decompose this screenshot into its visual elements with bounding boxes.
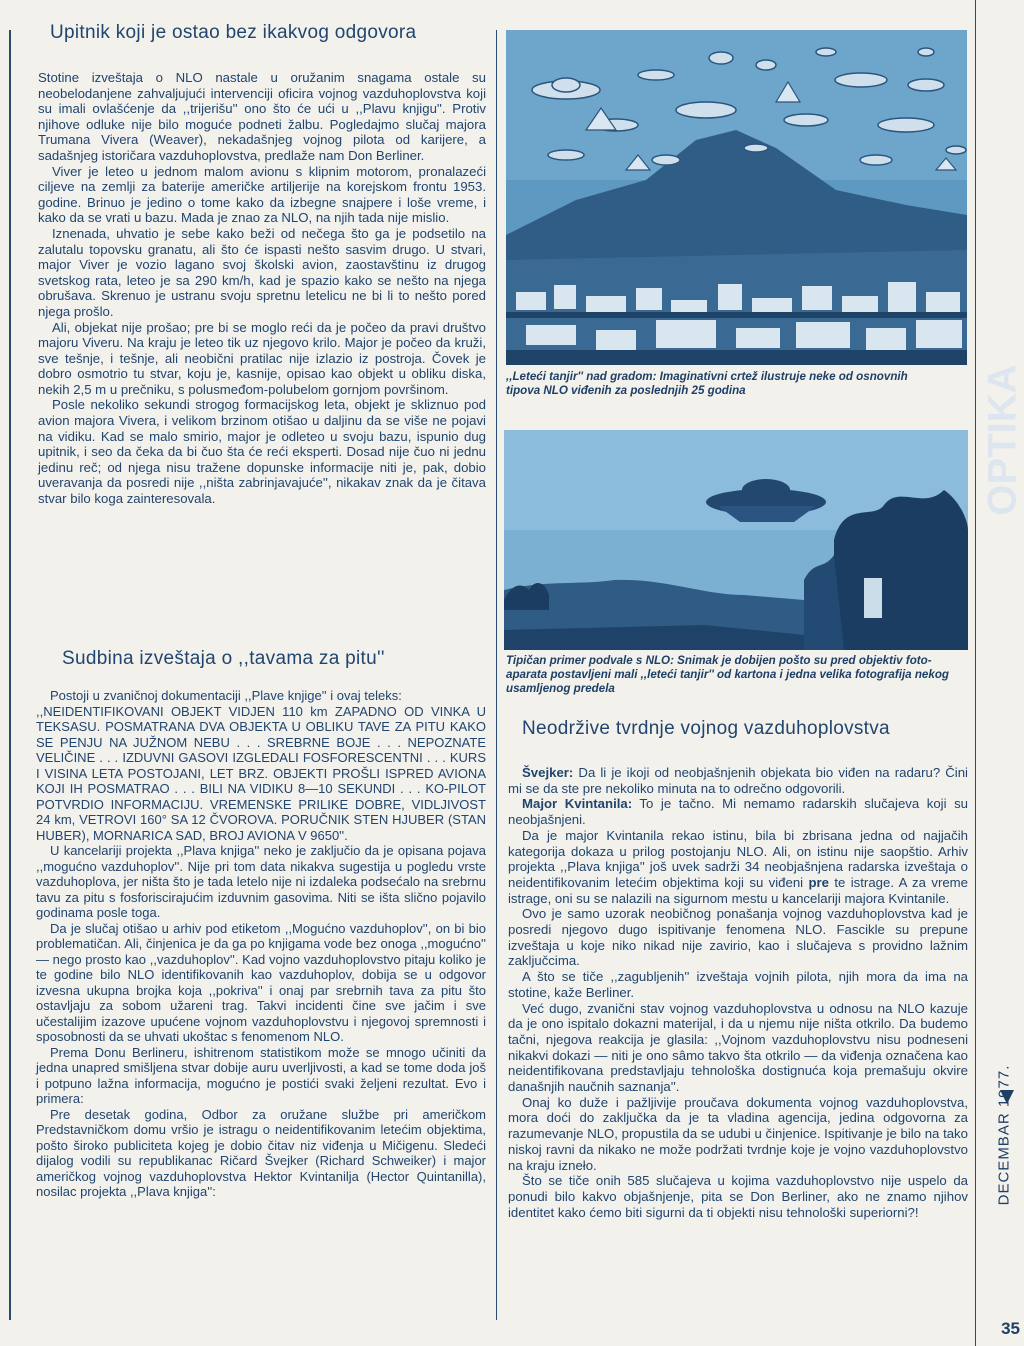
article1-paragraph: Ali, objekat nije prošao; pre bi se moglo reći da je počeo da pravi društvo majoru Viveru. Na kraju je leteo tik uz njegovo krilo. Major je počeo da kruži, sve tešnje, i tešnje, ali neobični pratilac nije izlazio iz postroja. Čovek je dobro osmotrio tu stvar, koju je, kasnije, opisao kao objekt u obliku diska, nekih 2,5 m u prečniku, s polusmeđom-polubelom gornjom površinom. [38,319,486,397]
column-divider-rule [496,30,497,1320]
article2-title: Sudbina izveštaja o ,,tavama za pitu'' [62,648,385,669]
article2-paragraph: U kancelariji projekta ,,Plava knjiga'' neko je zaključio da je opisana pojava ,,mogućno vazduhoplov''. Nije pri tom data nikakva sugestija u pogledu vrste vazduhoplova, jer ništa što je tada letelo nije ni izdaleka podsećalo na srebrnu tavu za pitu s fosforiscirajućim izduvnim gasovima. Niti se išta slično pojavilo godinama posle toga. [36,843,486,920]
article2-paragraph: Da je slučaj otišao u arhiv pod etiketom ,,Mogućno vazduhoplov'', on bi bio problematičan. Ali, činjenica je da ga po knjigama vode bez onoga ,,mogućno'' — nego prosto kao ,,vazduhoplov''. Kad vojno vazduhoplovstvo pitaju koliko je te godine bilo NLO identifikovanih kao vazduhoplov, dobija se u odgovor izvesna ukupna brojka koja ,,pokriva'' i onaj par srebrnih tava za pitu što ostavljaju za sobom užareni trag. Takvi incidenti čine sve jačim i sve učestalijim izazove upućene vojnom vazduhoplovstvu i njegovoj spremnosti i sposobnosti da se uhvati ukoštac s fenomenom NLO. [36,920,486,1044]
article3-paragraph: Već dugo, zvanični stav vojnog vazduhoplovstva u odnosu na NLO kazuje da je ono ispitalo dokazni materijal, i da u njemu nije ništa otkrilo. Da budemo tačni, njegova reakcija je glasila: ,,Vojnom vazduhoplovstvu nisu podneseni nikakvi dokazi — niti je ono sâmo takvo šta otkrilo — da viđenja označena kao neidentifikovana predstavljaju tehnološka dostignuća koja premašuju okvire današnjih naučnih saznanja''. [508,1000,968,1095]
speaker-schweiker: Švejker: [522,765,574,780]
article3-body [508,765,968,1220]
photo1-caption: ,,Leteći tanjir'' nad gradom: Imaginativni crtež ilustruje neke od osnovnih tipova NLO viđenih za poslednjih 25 godina [506,370,908,397]
article1-paragraph: Stotine izveštaja o NLO nastale u oružanim snagama ostale su neobelodanjene zahvaljujući intervenciji oficira vojnog vazduhoplovstva koji su imali ovlašćenje da ,,trijerišu'' ono što će ući u ,,Plavu knjigu''. Protiv njihove odluke nije bilo moguće podneti žalbu. Pogledajmo slučaj majora Trumana Vivera (Weaver), nekadašnjeg vojnog pilota od karijere, a sadašnjeg istoričara vazduhoplovstva, predlaže nam Don Berliner. [38,70,486,163]
article1-paragraph: Posle nekoliko sekundi strogog formacijskog leta, objekt je skliznuo pod avion majora Vivera, i velikom brzinom otišao u daljinu da se više ne pojavi na vidiku. Kad se malo smirio, major je odleteo u svoju bazu, ispunio dug upitnik, i seo da čeka da bi čuo šta će reći eksperti. Dosad nije čuo ni jednu jedinu reč; od njega nisu tražene dopunske informacije niti je, pak, dobio uveravanja da posredi nije ,,ništa zabrinjavajuće'', nikakav znak da je čitava stvar bilo koga zainteresovala. [38,397,486,507]
article3-paragraph: Ovo je samo uzorak neobičnog ponašanja vojnog vazduhoplovstva kad je posredi njegovo dugo ispitivanje fenomena NLO. Fascikle su prepune izveštaja u koje niko nikad nije zavirio, kao i slučajeva s providno lažnim zaključcima. [508,906,968,969]
right-margin-rule [975,0,976,1346]
article2-paragraph: Pre desetak godina, Odbor za oružane službe pri američkom Predstavničkom domu vršio je istragu o neidentifikovanim letećim objektima, pošto široko publiciteta kojeg je dobio čitav niz viđenja u Mičigenu. Sledeći dijalog vodili su republikanac Ričard Švejker (Richard Schweiker) i major američkog vojnog vazduhoplovstva Hektor Kvintanilja (Hector Quintanilla), nosilac projekta ,,Plava knjiga'': [36,1106,486,1199]
ghost-text: OPTIKA [980,364,1024,516]
article3-paragraph: A što se tiče ,,zagubljenih'' izveštaja vojnih pilota, njih mora da ima na stotine, kaže Berliner. [508,969,968,1000]
ufo-city-illustration [506,30,967,365]
article3-paragraph: Onaj ko duže i pažljivije proučava dokumenta vojnog vazduhoplovstva, mora doći do zaključka da je ta vladina agencija, jedina odgovorna za razumevanje NLO, propustila da se udubi u činjenice. Ispitivanje je bilo na tako niskoj ravni da nikako ne može podržati tvrdnje koje je vojno vazduhoplovstvo na kraju izneło. [508,1094,968,1173]
article3-text: te istrage. A za vreme istrage, oni su se nalazili na sigurnom mestu u kancelariji majora Kvintanile. [508,874,968,906]
dialog-answer [508,796,968,827]
article2-paragraph: Prema Donu Berlineru, ishitrenom statistikom može se mnogo učiniti da jedna unapred smišljena stvar dobije auru uverljivosti, a kad se tome doda još i potpuno lažna informacija, mogućno je postići svaki željeni rezultat. Evo i primera: [36,1044,486,1106]
article3-paragraph [508,828,968,907]
article1-paragraph: Iznenada, uhvatio je sebe kako beži od nečega što ga je podsetilo na zalutalu topovsku granatu, ali što će ispasti nešto sasvim drugo. U stvari, major Viver je vozio lagano svoj školski avion, zaostavštinu iz drugog svetskog rata, leteo je sa 290 km/h, kad je spazio kako se nešto na njega obrušava. Skrenuo je ustranu svoju spretnu letelicu ne bi li to nešto pored njega prošlo. [38,225,486,319]
article1-body [38,70,486,507]
page-number: 35 [1001,1319,1020,1338]
left-margin-rule [9,30,11,1320]
answer-text: To je tačno. Mi nemamo radarskih slučajeva koji su neobjašnjeni. [508,796,968,828]
article3-paragraph: Što se tiče onih 585 slučajeva u kojima vazduhoplovstvo nije uspelo da ponudi bilo kakvo objašnjenje, pita se Don Berliner, ako ne znamo njihov identitet kako ćemo biti sigurni da ti objekti nisu tehnološki superiorni?! [508,1173,968,1220]
article2-telex: ,,NEIDENTIFIKOVANI OBJEKT VIDJEN 110 km ZAPADNO OD VINKA U TEKSASU. POSMATRANA DVA OBJEKTA U OBLIKU TAVE ZA PITU KAKO SE PENJU NA JUŽNOM NEBU . . . SREBRNE BOJE . . . NEPOZNATE VELIČINE . . . IZDUVNI GASOVI IZGLEDALI FOSFORESCENTNI . . . KURS I VISINA LETA POSTOJANI, LET BRZ. OBJEKTI PROŠLI ISPRED AVIONA KOJI IH POSMATRAO . . . BILI NA VIDIKU 8—10 SEKUNDI . . . KO-PILOT POTVRDIO INFORMACIJU. VREMENSKE PRILIKE DOBRE, VIDLJIVOST 24 km, VETROVI 160° SA 12 ČVOROVA. PORUČNIK STEN HJUBER (STAN HUBER), MORNARICA SAD, BROJ AVIONA V 9650''. [36,703,486,843]
ufo-hoax-photo [504,430,968,650]
article2-body [36,688,486,1200]
question-text: Da li je ikoji od neobjašnjenih objekata bio viđen na radaru? Čini mi se da ste pre nekoliko minuta na to odrečno odgovorili. [508,765,968,796]
issue-date-text: DECEMBAR 1977. [995,1064,1013,1206]
dialog-question [508,765,968,796]
photo2-caption: Tipičan primer podvale s NLO: Snimak je dobijen pošto su pred objektiv foto-aparata postavljeni mali ,,leteći tanjir'' od kartona i jedna velika fotografija nekog usamljenog predela [506,654,949,695]
issue-date [992,1000,1016,1270]
article2-intro: Postoji u zvaničnoj dokumentaciji ,,Plave knjige'' i ovaj teleks: [50,688,402,703]
speaker-quintanilla: Major Kvintanila: [522,796,633,812]
article1-paragraph: Viver je leteo u jednom malom avionu s klipnim motorom, pronalazeći ciljeve na zemlji za baterije američke artiljerije na korejskom frontu 1953. godine. Brinuo je jedino o tome kako da izbegne snajpere i loše vreme, i kako da se vrati u bazu. Mada je znao za NLO, na njih tada nije mislio. [38,163,486,226]
article3-title: Neodržive tvrdnje vojnog vazduhoplovstva [522,718,890,739]
article3-text: Da je major Kvintanila rekao istinu, bila bi zbrisana jedna od najjačih kategorija dokaza u prilog postojanju NLO. Ali, on istinu nije saopštio. Arhiv projekta ,,Plava knjiga'' još uvek sadrži 34 neobjašnjena radarska izveštaja o neidentifikovanim letećim objektima koji su viđeni [508,827,968,890]
emphasis-pre: pre [808,874,830,890]
ghost-watermark [980,364,1024,516]
article1-title: Upitnik koji je ostao bez ikakvog odgovora [50,22,417,43]
